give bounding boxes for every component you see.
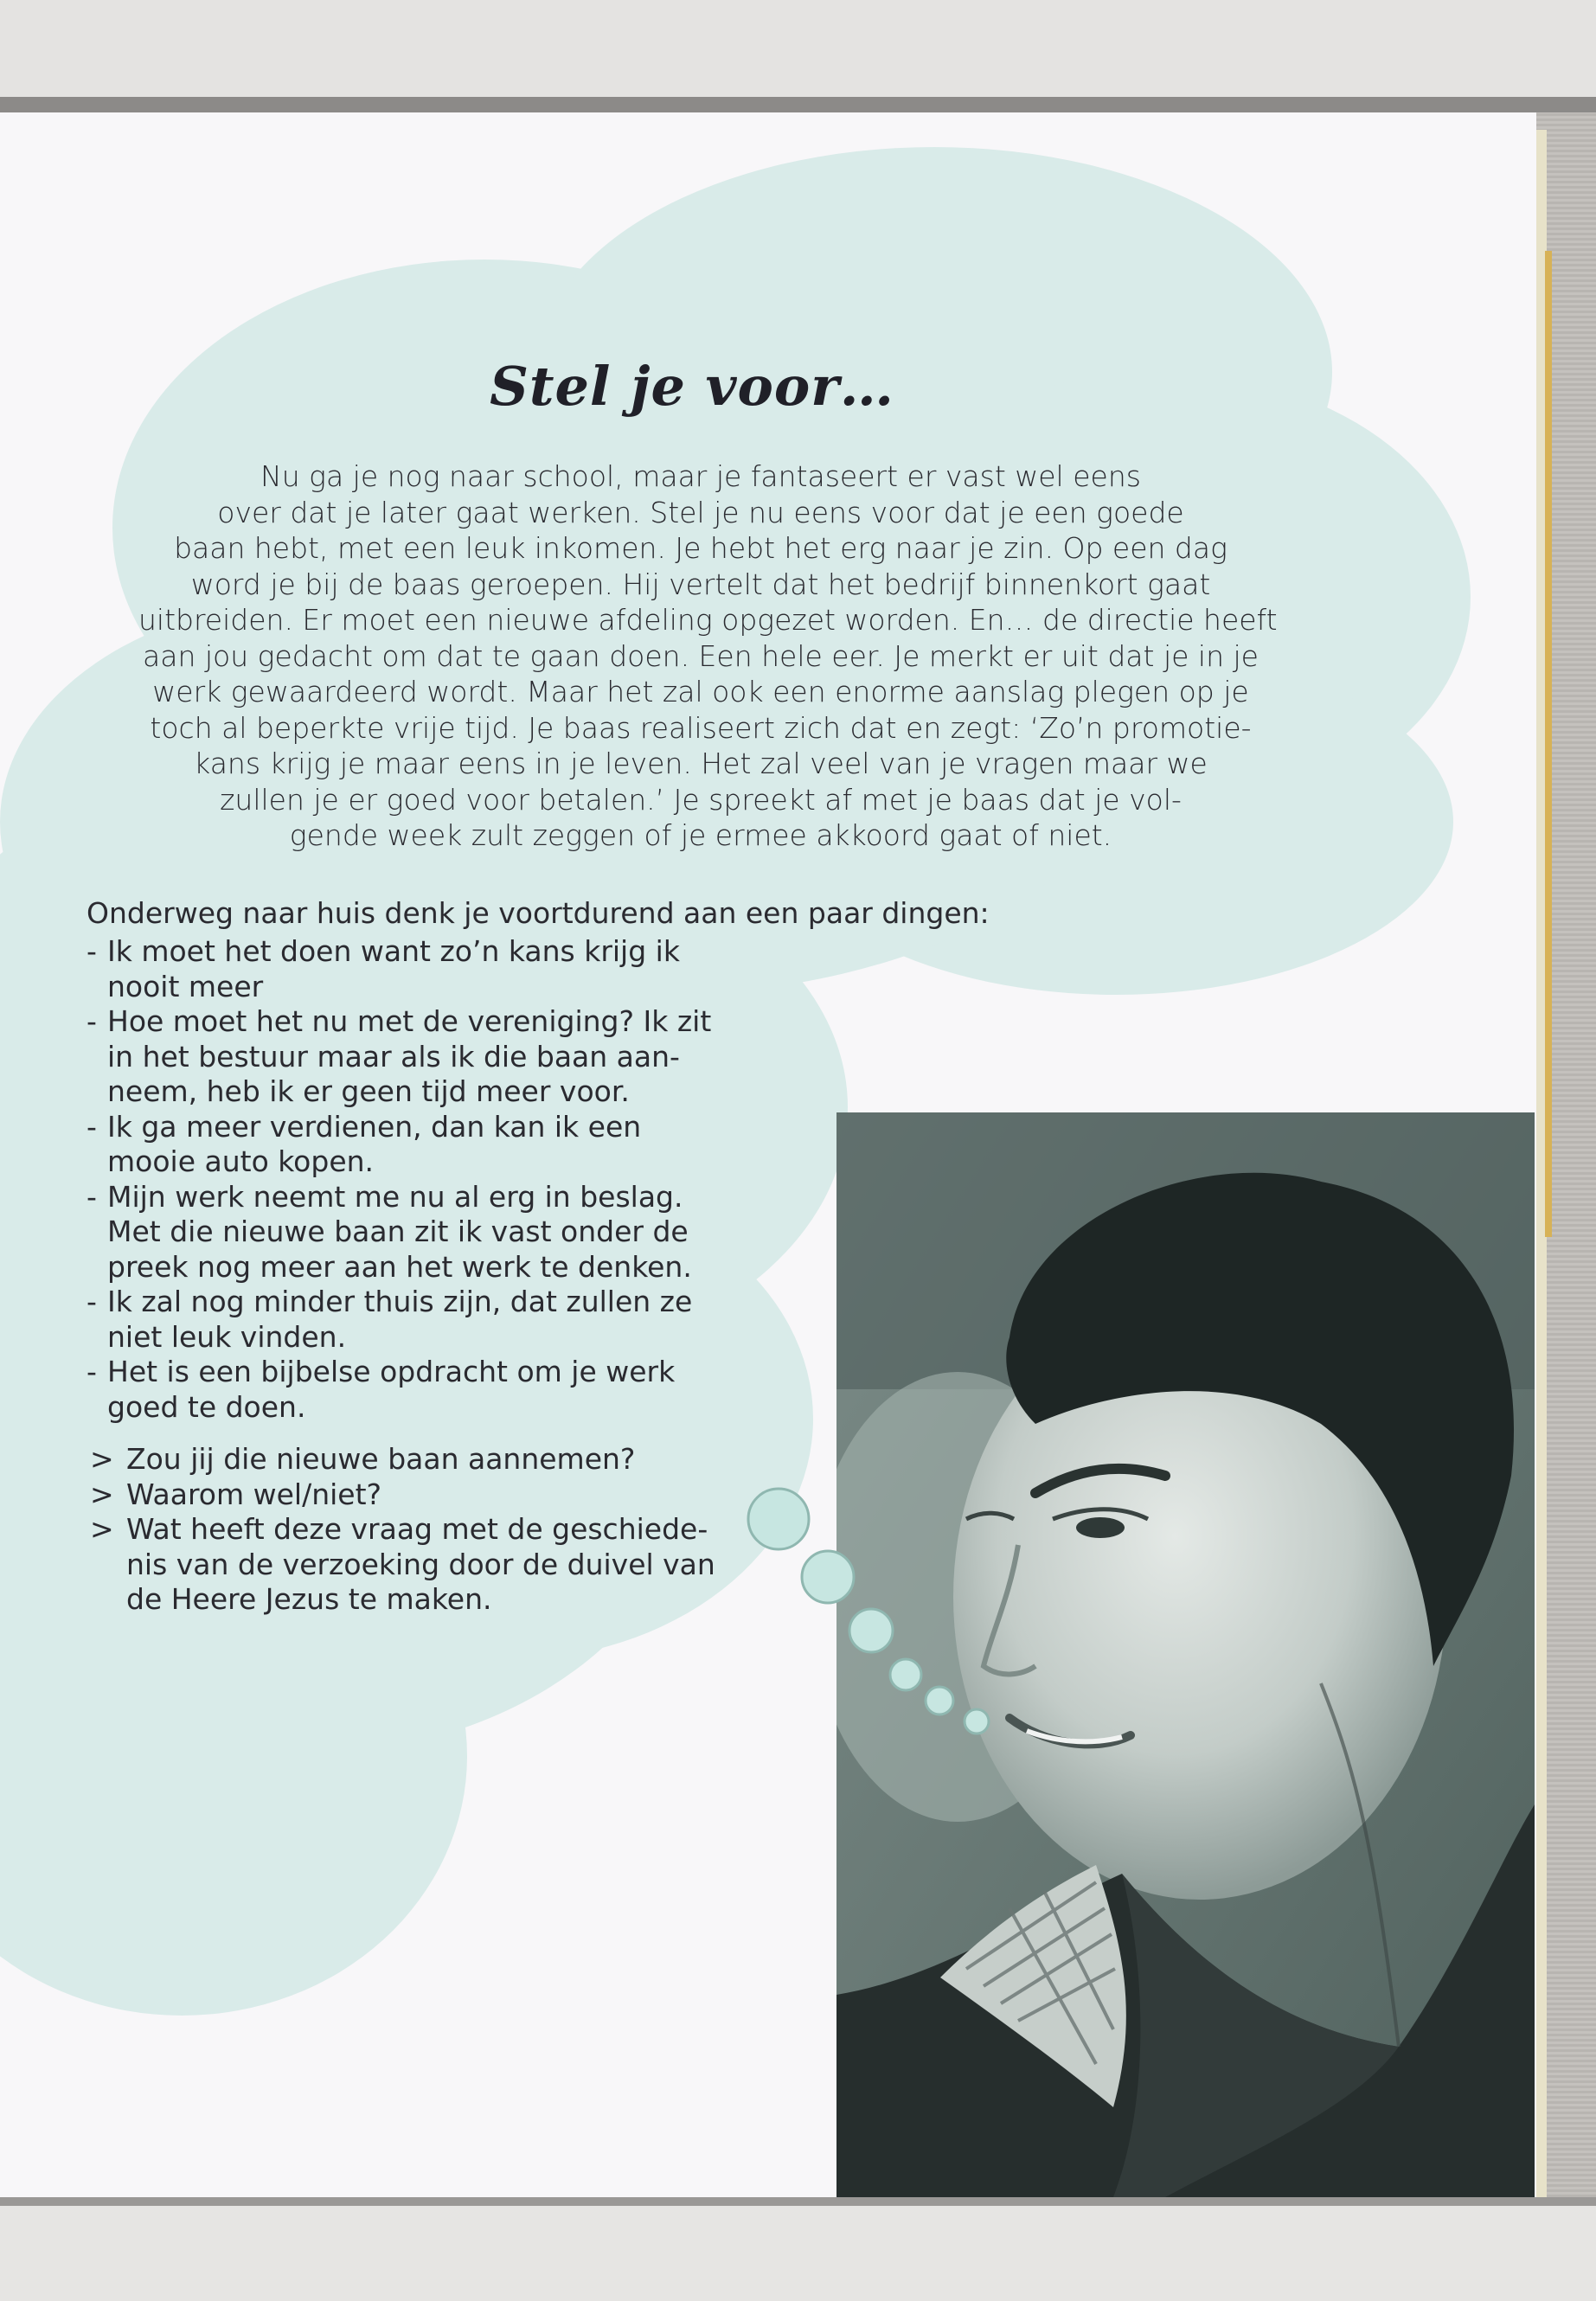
bullet-dash: -: [87, 1285, 97, 1318]
question-item: [87, 1442, 744, 1477]
list-item: [87, 934, 709, 1004]
bullet-dash: -: [87, 1355, 97, 1388]
list-item-line: Hoe moet het nu met de vereniging? Ik zit: [107, 1004, 712, 1038]
list-lead-in: Onderweg naar huis denk je voortdurend aan een paar dingen:: [87, 896, 990, 930]
list-item-line: niet leuk vinden.: [107, 1319, 347, 1354]
page-edge-yellow: [1545, 251, 1552, 1237]
question-list: [87, 1442, 744, 1618]
intro-line: over dat je later gaat werken. Stel je nu eens voor dat je een goede: [217, 495, 1184, 529]
scan-border-top: [0, 0, 1596, 104]
book-page: [0, 112, 1536, 2197]
list-item-line: Mijn werk neemt me nu al erg in beslag.: [107, 1179, 683, 1214]
question-line: Wat heeft deze vraag met de geschiede-: [126, 1512, 708, 1546]
intro-line: zullen je er goed voor betalen.’ Je spreekt af met je baas dat je vol-: [220, 782, 1182, 817]
bullet-dash: -: [87, 1004, 97, 1038]
list-item: [87, 1285, 709, 1355]
question-marker: >: [90, 1477, 114, 1511]
thought-list: [87, 934, 712, 1425]
list-item-line: Ik moet het doen want zo’n kans krijg ik: [107, 934, 680, 968]
list-item-line: Het is een bijbelse opdracht om je werk: [107, 1355, 676, 1388]
intro-line: kans krijg je maar eens in je leven. Het zal veel van je vragen maar we: [194, 747, 1208, 780]
list-item: [87, 1355, 709, 1425]
question-line: Waarom wel/niet?: [126, 1477, 382, 1511]
bullet-dash: -: [87, 934, 97, 968]
list-item-line: mooie auto kopen.: [107, 1144, 375, 1178]
question-item: [87, 1477, 744, 1513]
list-item-line: neem, heb ik er geen tijd meer voor.: [107, 1074, 630, 1108]
intro-line: Nu ga je nog naar school, maar je fantaseert er vast wel eens: [260, 459, 1141, 493]
intro-line: baan hebt, met een leuk inkomen. Je hebt het erg naar je zin. Op een dag: [174, 531, 1227, 565]
list-item: [87, 1004, 712, 1110]
question-line: Zou jij die nieuwe baan aannemen?: [126, 1442, 636, 1476]
question-marker: >: [90, 1442, 114, 1476]
question-item: [87, 1512, 744, 1618]
list-item-line: in het bestuur maar als ik die baan aan-: [107, 1039, 680, 1074]
intro-line: uitbreiden. Er moet een nieuwe afdeling opgezet worden. En… de directie heeft: [138, 603, 1278, 637]
list-item-line: goed te doen.: [107, 1389, 306, 1424]
intro-line: aan jou gedacht om dat te gaan doen. Een hele eer. Je merkt er uit dat je in je: [143, 638, 1259, 673]
intro-line: word je bij de baas geroepen. Hij vertelt dat het bedrijf binnenkort gaat: [190, 567, 1211, 601]
list-item-line: nooit meer: [107, 969, 264, 1003]
portrait-illustration: [836, 1112, 1535, 2197]
list-item-line: Met die nieuwe baan zit ik vast onder de: [107, 1215, 689, 1248]
list-item: [87, 1110, 709, 1180]
list-item-line: Ik zal nog minder thuis zijn, dat zullen ze: [107, 1285, 693, 1318]
bullet-dash: -: [87, 1179, 97, 1214]
page-title: Stel je voor…: [490, 355, 894, 418]
intro-line: toch al beperkte vrije tijd. Je baas realiseert zich dat en zegt: ‘Zo’n promotie-: [150, 710, 1252, 745]
question-marker: >: [90, 1512, 114, 1546]
list-item: [87, 1180, 709, 1285]
portrait-photo: [836, 1112, 1535, 2197]
bullet-dash: -: [87, 1109, 97, 1144]
list-item-line: preek nog meer aan het werk te denken.: [107, 1249, 692, 1284]
list-item-line: Ik ga meer verdienen, dan kan ik een: [107, 1109, 642, 1144]
scan-border-bottom: [0, 2197, 1596, 2301]
intro-line: werk gewaardeerd wordt. Maar het zal ook een enorme aanslag plegen op je: [152, 675, 1249, 708]
intro-line: gende week zult zeggen of je ermee akkoord gaat of niet.: [289, 818, 1112, 852]
question-line: nis van de verzoeking door de duivel van: [126, 1547, 715, 1581]
intro-paragraph: [138, 458, 1278, 854]
question-line: de Heere Jezus te maken.: [126, 1582, 492, 1616]
